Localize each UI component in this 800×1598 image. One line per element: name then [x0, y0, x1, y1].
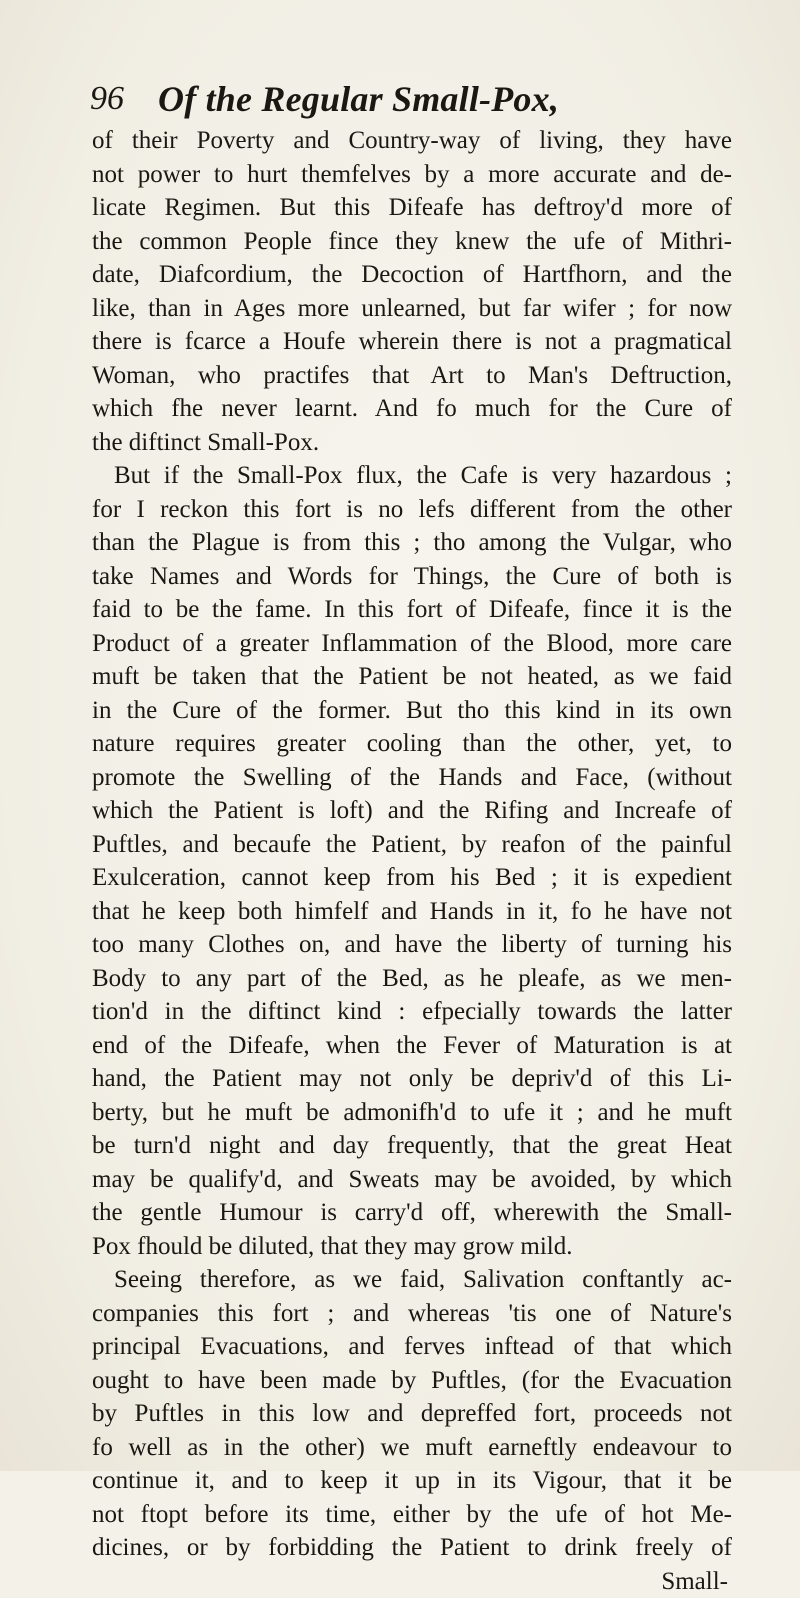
text-line: be turn'd night and day frequently, that the great Heat	[92, 1129, 732, 1163]
text-line: Puftles, and becaufe the Patient, by reafon of the painful	[92, 828, 732, 862]
text-line: like, than in Ages more unlearned, but far wifer ; for now	[92, 292, 732, 326]
page-number: 96	[90, 76, 124, 122]
text-line: Woman, who practifes that Art to Man's Deftruction,	[92, 359, 732, 393]
text-line: not ftopt before its time, either by the ufe of hot Me-	[92, 1498, 732, 1532]
text-line: which the Patient is loft) and the Rifing and Increafe of	[92, 794, 732, 828]
text-line: not power to hurt themfelves by a more accurate and de-	[92, 158, 732, 192]
text-line: in the Cure of the former. But tho this kind in its own	[92, 694, 732, 728]
text-line: of their Poverty and Country-way of living, they have	[92, 124, 732, 158]
text-line: hand, the Patient may not only be depriv'd of this Li-	[92, 1062, 732, 1096]
text-line: date, Diafcordium, the Decoction of Hartfhorn, and the	[92, 258, 732, 292]
text-line: there is fcarce a Houfe wherein there is not a pragmatical	[92, 325, 732, 359]
text-line: promote the Swelling of the Hands and Face, (without	[92, 761, 732, 795]
text-line: end of the Difeafe, when the Fever of Maturation is at	[92, 1029, 732, 1063]
text-line: continue it, and to keep it up in its Vigour, that it be	[92, 1464, 732, 1498]
text-line: take Names and Words for Things, the Cure of both is	[92, 560, 732, 594]
text-line: nature requires greater cooling than the other, yet, to	[92, 727, 732, 761]
text-line: licate Regimen. But this Difeafe has deftroy'd more of	[92, 191, 732, 225]
text-line: too many Clothes on, and have the liberty of turning his	[92, 928, 732, 962]
text-line: Exulceration, cannot keep from his Bed ; it is expedient	[92, 861, 732, 895]
text-line: faid to be the fame. In this fort of Difeafe, fince it is the	[92, 593, 732, 627]
page-header	[90, 76, 730, 122]
text-line: the common People fince they knew the ufe of Mithri-	[92, 225, 732, 259]
text-line: But if the Small-Pox flux, the Cafe is very hazardous ;	[92, 459, 732, 493]
text-line: Seeing therefore, as we faid, Salivation conftantly ac-	[92, 1263, 732, 1297]
text-line: muft be taken that the Patient be not heated, as we faid	[92, 660, 732, 694]
text-line: by Puftles in this low and depreffed fort, proceeds not	[92, 1397, 732, 1431]
text-line: Body to any part of the Bed, as he pleafe, as we men-	[92, 962, 732, 996]
body-text	[92, 124, 732, 1598]
text-line: berty, but he muft be admonifh'd to ufe it ; and he muft	[92, 1096, 732, 1130]
text-line: ought to have been made by Puftles, (for the Evacuation	[92, 1364, 732, 1398]
text-line: principal Evacuations, and ferves inftead of that which	[92, 1330, 732, 1364]
running-head: Of the Regular Small-Pox,	[158, 76, 559, 122]
text-line: for I reckon this fort is no lefs different from the other	[92, 493, 732, 527]
text-line: fo well as in the other) we muft earneftly endeavour to	[92, 1431, 732, 1465]
catchword: Small-	[92, 1565, 732, 1598]
text-line: the diftinct Small-Pox.	[92, 426, 732, 460]
text-line: that he keep both himfelf and Hands in it, fo he have not	[92, 895, 732, 929]
text-line: the gentle Humour is carry'd off, wherewith the Small-	[92, 1196, 732, 1230]
text-line: may be qualify'd, and Sweats may be avoided, by which	[92, 1163, 732, 1197]
text-line: dicines, or by forbidding the Patient to drink freely of	[92, 1531, 732, 1565]
text-line: Product of a greater Inflammation of the Blood, more care	[92, 627, 732, 661]
text-line: tion'd in the diftinct kind : efpecially towards the latter	[92, 995, 732, 1029]
text-line: than the Plague is from this ; tho among the Vulgar, who	[92, 526, 732, 560]
text-line: companies this fort ; and whereas 'tis one of Nature's	[92, 1297, 732, 1331]
text-line: which fhe never learnt. And fo much for the Cure of	[92, 392, 732, 426]
text-line: Pox fhould be diluted, that they may grow mild.	[92, 1230, 732, 1264]
